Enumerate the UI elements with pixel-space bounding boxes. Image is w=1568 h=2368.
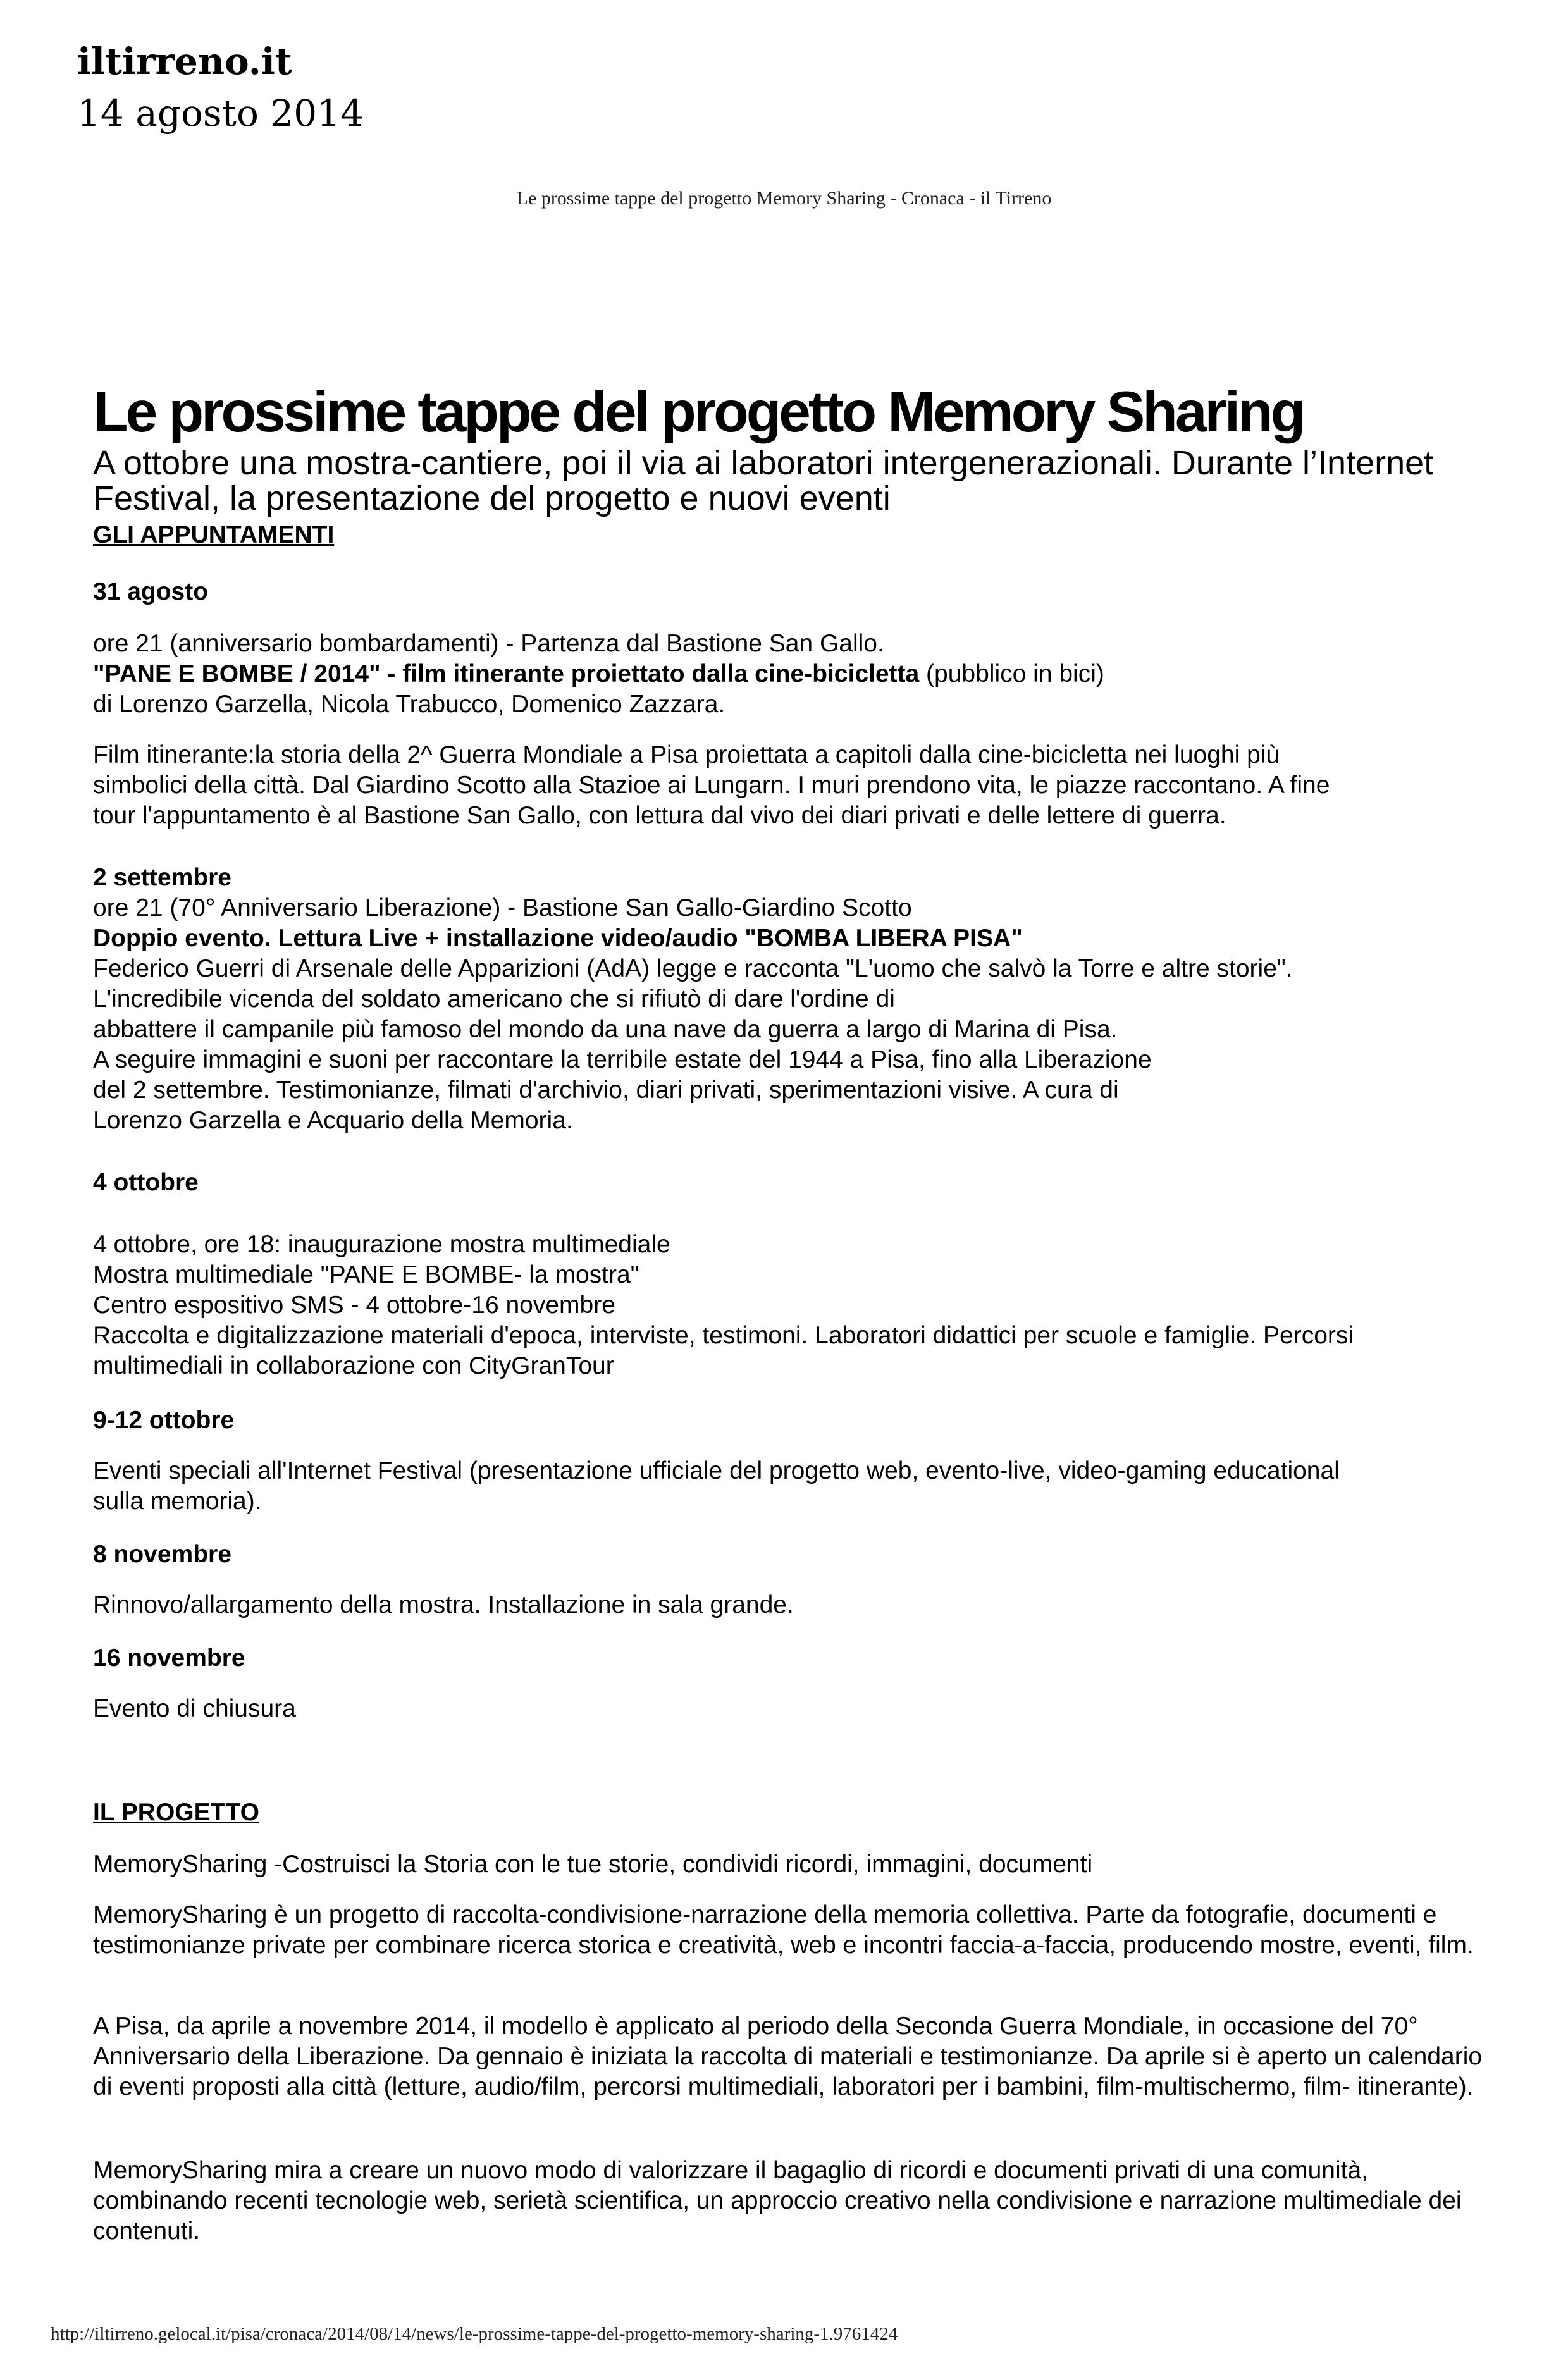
- progetto-heading: IL PROGETTO: [93, 1799, 259, 1826]
- appuntamenti-heading: GLI APPUNTAMENTI: [93, 521, 335, 548]
- event-line: Eventi speciali all'Internet Festival (presentazione ufficiale del progetto web, evento-live, video-gaming educational: [93, 1457, 1340, 1484]
- event-description-line: Film itinerante:la storia della 2^ Guerra Mondiale a Pisa proiettata a capitoli dalla cine-bicicletta nei luoghi più: [93, 741, 1280, 768]
- event-line: di Lorenzo Garzella, Nicola Trabucco, Domenico Zazzara.: [93, 691, 725, 718]
- event-description-line: simbolici della città. Dal Giardino Scotto alla Stazioe ai Lungarn. I muri prendono vita, le piazze raccontano. A fine: [93, 772, 1330, 799]
- source-name: iltirreno.it: [77, 40, 292, 83]
- event-line: ore 21 (70° Anniversario Liberazione) - Bastione San Gallo-Giardino Scotto: [93, 894, 912, 922]
- event-line: ore 21 (anniversario bombardamenti) - Partenza dal Bastione San Gallo.: [93, 630, 884, 657]
- event-line: sulla memoria).: [93, 1488, 262, 1515]
- event-title-line: [93, 659, 1104, 689]
- event-line: A seguire immagini e suoni per raccontare la terribile estate del 1944 a Pisa, fino alla Liberazione: [93, 1046, 1152, 1073]
- event-date-31-agosto: 31 agosto: [93, 578, 209, 605]
- project-paragraph: MemorySharing è un progetto di raccolta-condivisione-narrazione della memoria collettiva. Parte da fotografie, documenti e testimonianze private per combinare ricerca storica e creatività, web e incontri faccia-a-faccia, producendo mostre, eventi, film.: [93, 1901, 1474, 1959]
- event-date-8-novembre: 8 novembre: [93, 1541, 231, 1568]
- event-date-4-ottobre: 4 ottobre: [93, 1169, 199, 1196]
- page-header: Le prossime tappe del progetto Memory Sharing - Cronaca - il Tirreno: [516, 188, 1052, 209]
- event-line: Mostra multimediale "PANE E BOMBE- la mostra": [93, 1261, 639, 1288]
- project-tagline: MemorySharing -Costruisci la Storia con le tue storie, condividi ricordi, immagini, documenti: [93, 1851, 1093, 1878]
- event-line: Centro espositivo SMS - 4 ottobre-16 novembre: [93, 1292, 615, 1319]
- article-subtitle: A ottobre una mostra-cantiere, poi il via ai laboratori intergenerazionali. Durante l’Internet Festival, la presentazione del progetto e nuovi eventi: [93, 444, 1434, 517]
- source-date: 14 agosto 2014: [77, 92, 364, 135]
- event-line: Rinnovo/allargamento della mostra. Installazione in sala grande.: [93, 1591, 794, 1619]
- event-date-16-novembre: 16 novembre: [93, 1644, 245, 1672]
- footer-url: http://iltirreno.gelocal.it/pisa/cronaca/2014/08/14/news/le-prossime-tappe-del-progetto-memory-sharing-1.9761424: [51, 2324, 898, 2344]
- event-date-9-12-ottobre: 9-12 ottobre: [93, 1407, 235, 1434]
- event-line: Federico Guerri di Arsenale delle Apparizioni (AdA) legge e racconta "L'uomo che salvò la Torre e altre storie".: [93, 955, 1293, 982]
- event-line: del 2 settembre. Testimonianze, filmati d'archivio, diari privati, sperimentazioni visive. A cura di: [93, 1076, 1119, 1104]
- event-title-rest: (pubblico in bici): [919, 660, 1104, 688]
- event-line: Raccolta e digitalizzazione materiali d'epoca, interviste, testimoni. Laboratori didattici per scuole e famiglie. Percorsi: [93, 1322, 1354, 1349]
- event-line: Lorenzo Garzella e Acquario della Memoria.: [93, 1107, 573, 1134]
- event-date-2-settembre: 2 settembre: [93, 864, 231, 891]
- event-line: multimediali in collaborazione con CityGranTour: [93, 1352, 614, 1379]
- event-title-bold: "PANE E BOMBE / 2014" - film itinerante proiettato dalla cine-bicicletta: [93, 660, 920, 688]
- project-paragraph: A Pisa, da aprile a novembre 2014, il modello è applicato al periodo della Seconda Guerra Mondiale, in occasione del 70° Anniversario della Liberazione. Da gennaio è iniziata la raccolta di materiali e testimonianze. Da aprile si è aperto un calendario di eventi proposti alla città (letture, audio/film, percorsi multimediali, laboratori per i bambini, film-multischermo, film- itinerante).: [93, 2013, 1483, 2100]
- event-title-bold: Doppio evento. Lettura Live + installazione video/audio "BOMBA LIBERA PISA": [93, 925, 1023, 952]
- event-description-line: tour l'appuntamento è al Bastione San Gallo, con lettura dal vivo dei diari privati e delle lettere di guerra.: [93, 802, 1226, 829]
- event-line: abbattere il campanile più famoso del mondo da una nave da guerra a largo di Marina di Pisa.: [93, 1016, 1118, 1043]
- event-line: Evento di chiusura: [93, 1695, 296, 1722]
- article-title: Le prossime tappe del progetto Memory Sharing: [93, 380, 1304, 444]
- event-line: 4 ottobre, ore 18: inaugurazione mostra multimediale: [93, 1231, 670, 1258]
- event-line: L'incredibile vicenda del soldato americano che si rifiutò di dare l'ordine di: [93, 985, 895, 1013]
- project-paragraph: MemorySharing mira a creare un nuovo modo di valorizzare il bagaglio di ricordi e documenti privati di una comunità, combinando recenti tecnologie web, serietà scientifica, un approccio creativo nella condivisione e narrazione multimediale dei contenuti.: [93, 2157, 1462, 2245]
